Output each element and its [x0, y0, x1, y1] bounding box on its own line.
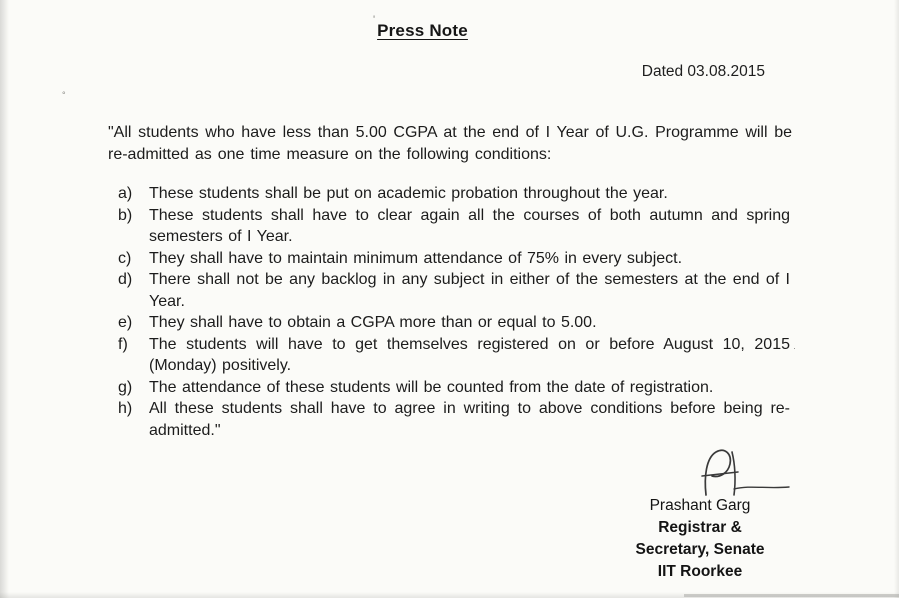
signatory-organization: IIT Roorkee: [657, 563, 743, 580]
signatory-title-line2: Secretary, Senate: [635, 541, 765, 558]
intro-paragraph: "All students who have less than 5.00 CGPA at the end of I Year of U.G. Programme will be re-admitted as one time measure on the following conditions:: [108, 124, 792, 163]
condition-label: c): [118, 249, 132, 267]
scan-artifact: ': [373, 14, 376, 26]
condition-item-d: [118, 269, 790, 312]
condition-item-g: [118, 377, 790, 399]
scan-edge-artifact: [684, 594, 899, 597]
condition-item-a: [118, 183, 790, 205]
condition-item-f: [118, 334, 790, 377]
condition-label: d): [118, 271, 133, 288]
condition-label: f): [118, 335, 128, 353]
conditions-list: [118, 183, 790, 441]
document-title: Press Note: [377, 21, 468, 40]
condition-text: All these students shall have to agree in writing to above conditions before being re-admitted.": [149, 400, 790, 439]
condition-text: These students shall be put on academic probation throughout the year.: [149, 185, 668, 202]
signatory-block: [610, 495, 790, 583]
condition-text: They shall have to maintain minimum attendance of 75% in every subject.: [149, 249, 683, 267]
condition-item-e: [118, 312, 790, 334]
signatory-name: Prashant Garg: [649, 497, 751, 514]
condition-label: g): [118, 378, 133, 396]
condition-label: h): [118, 400, 133, 417]
condition-item-h: [118, 398, 790, 441]
document-date: Dated 03.08.2015: [641, 63, 765, 80]
condition-text: The attendance of these students will be counted from the date of registration.: [149, 378, 714, 396]
condition-item-b: [118, 205, 790, 248]
condition-item-c: [118, 248, 790, 270]
condition-text: These students shall have to clear again all the courses of both autumn and spring semesters of I Year.: [149, 206, 790, 245]
condition-text: There shall not be any backlog in any subject in either of the semesters at the end of I Year.: [149, 271, 790, 310]
condition-label: e): [118, 314, 133, 331]
condition-label: a): [118, 185, 133, 202]
scan-artifact: °: [62, 90, 66, 100]
condition-text: The students will have to get themselves registered on or before August 10, 2015 (Monday) positively.: [149, 335, 790, 374]
signatory-title-line1: Registrar &: [658, 519, 742, 536]
condition-text: They shall have to obtain a CGPA more than or equal to 5.00.: [149, 314, 597, 331]
condition-label: b): [118, 206, 133, 224]
scan-artifact: ·: [793, 343, 796, 353]
